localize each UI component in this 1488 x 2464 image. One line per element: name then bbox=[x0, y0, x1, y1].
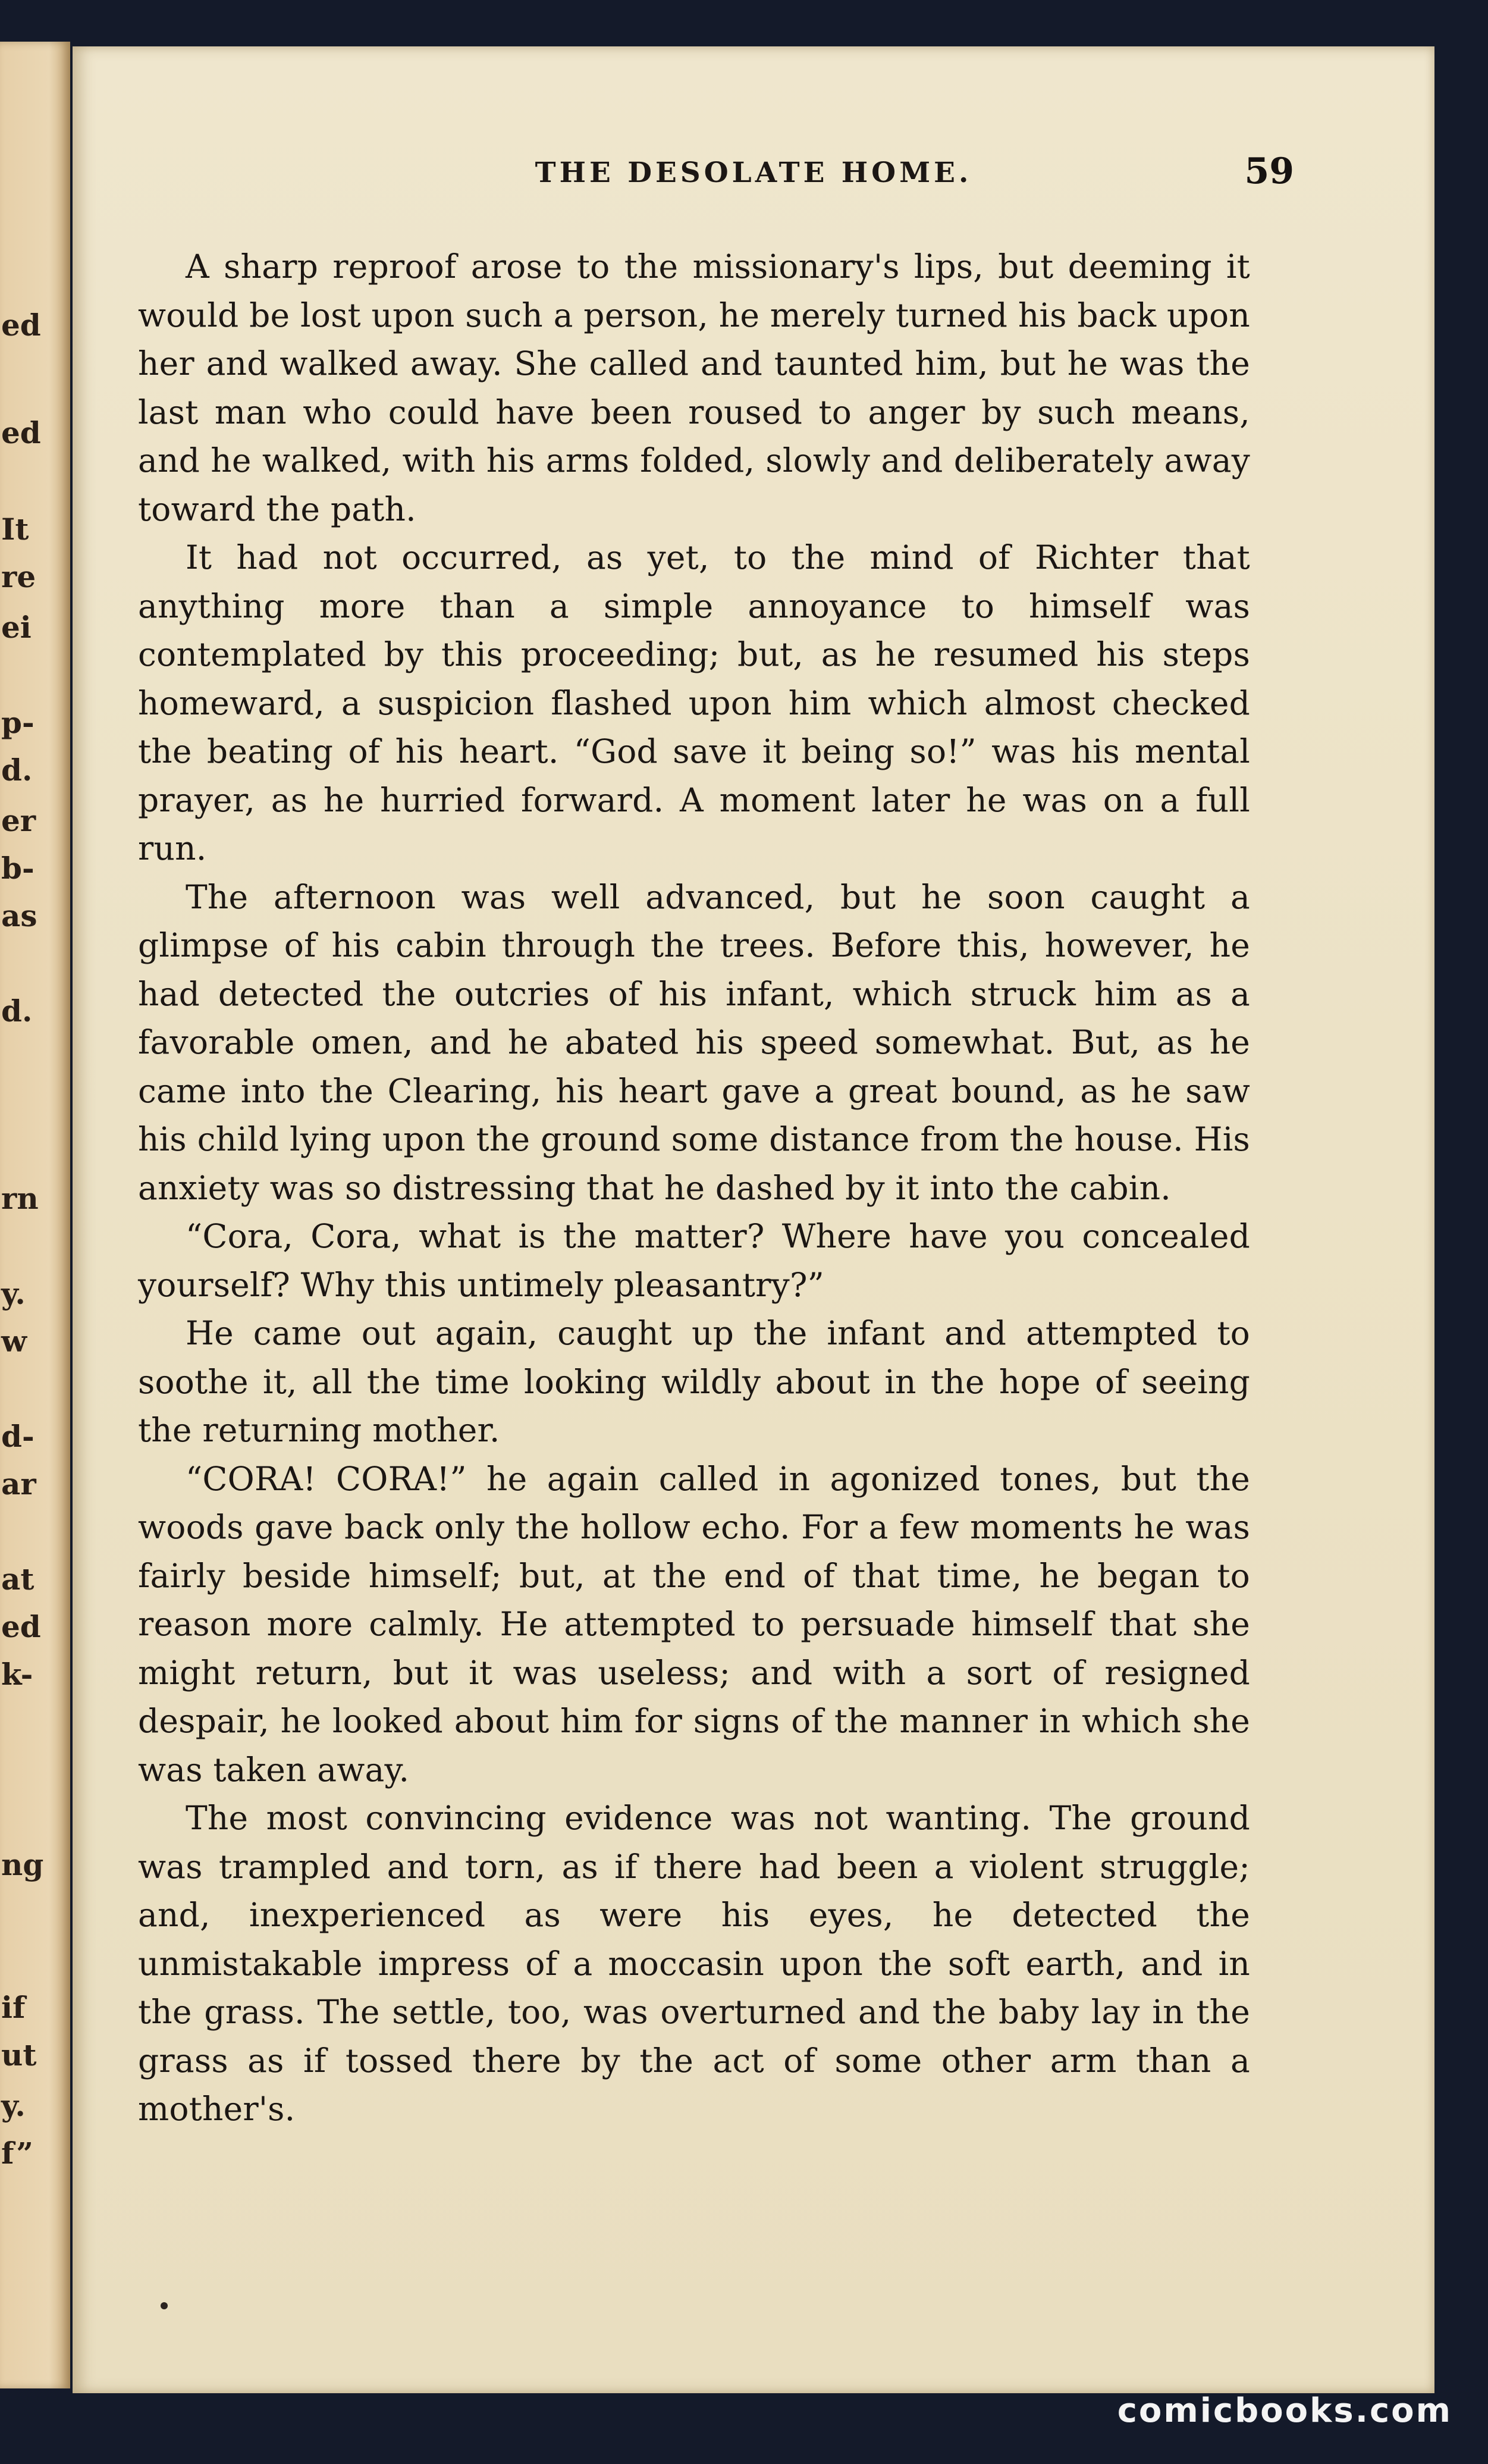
prev-page-fragment: rn bbox=[1, 1181, 39, 1216]
prev-page-fragment: d- bbox=[1, 1419, 34, 1454]
paragraph: A sharp reproof arose to the missionary's lips, but deeming it would be lost upon such a person, he merely turned his back upon her and walked away. She called and taunted him, but he was the last man who could have been roused to anger by such means, and he walked, with his arms folded, slowly and deliberately away toward the path. bbox=[138, 247, 1250, 528]
prev-page-fragment: d. bbox=[1, 993, 33, 1029]
paragraph: He came out again, caught up the infant and attempted to soothe it, all the time looking wildly about in the hope of seeing the returning mother. bbox=[138, 1314, 1250, 1449]
paragraph: The most convincing evidence was not wanting. The ground was trampled and torn, as if there had been a violent struggle; and, inexperienced as were his eyes, he detected the unmistakable impress of a moccasin upon the soft earth, and in the grass. The settle, too, was overturned and the baby lay in the grass as if tossed there by the act of some other arm than a mother's. bbox=[138, 1799, 1250, 2128]
prev-page-fragment: ed bbox=[1, 308, 41, 343]
page-number: 59 bbox=[1244, 151, 1294, 192]
ink-speck bbox=[161, 2302, 168, 2309]
prev-page-fragment: ed bbox=[1, 415, 41, 450]
prev-page-fragment: at bbox=[1, 1562, 34, 1597]
book-page bbox=[73, 46, 1434, 2393]
prev-page-fragment: d. bbox=[1, 753, 33, 788]
prev-page-fragment: It bbox=[1, 512, 29, 547]
prev-page-fragment: f” bbox=[1, 2136, 33, 2171]
page-body bbox=[138, 243, 1250, 2134]
paragraph: “Cora, Cora, what is the matter? Where have you concealed yourself? Why this untimely pleasantry?” bbox=[138, 1217, 1250, 1304]
prev-page-fragment: re bbox=[1, 559, 36, 594]
prev-page-fragment: if bbox=[1, 1990, 26, 2025]
previous-page-edge bbox=[0, 42, 70, 2388]
prev-page-fragment: as bbox=[1, 898, 37, 933]
prev-page-fragment: b- bbox=[1, 851, 34, 886]
prev-page-fragment: ar bbox=[1, 1466, 36, 1501]
prev-page-fragment: w bbox=[1, 1324, 27, 1359]
site-watermark: comicbooks.com bbox=[1117, 2391, 1452, 2430]
prev-page-fragment: ed bbox=[1, 1609, 41, 1644]
paragraph: It had not occurred, as yet, to the mind of Richter that anything more than a simple annoyance to himself was contemplated by this proceeding; but, as he resumed his steps homeward, a suspicion flashed upon him which almost checked the beating of his heart. “God save it being so!” was his mental prayer, as he hurried forward. A moment later he was on a full run. bbox=[138, 538, 1250, 867]
prev-page-fragment: er bbox=[1, 803, 36, 838]
prev-page-fragment: p- bbox=[1, 705, 34, 740]
running-head: THE DESOLATE HOME. bbox=[535, 156, 972, 189]
prev-page-fragment: ut bbox=[1, 2037, 37, 2073]
prev-page-fragment: ng bbox=[1, 1847, 44, 1882]
prev-page-fragment: y. bbox=[1, 1276, 26, 1311]
paragraph: The afternoon was well advanced, but he soon caught a glimpse of his cabin through the trees. Before this, however, he had detected the outcries of his infant, which struck him as a favorable omen, and he abated his speed somewhat. But, as he came into the Clearing, his heart gave a great bound, as he saw his child lying upon the ground some distance from the house. His anxiety was so distressing that he dashed by it into the cabin. bbox=[138, 877, 1250, 1207]
prev-page-fragment: y. bbox=[1, 2088, 26, 2123]
prev-page-fragment: ei bbox=[1, 610, 32, 645]
paragraph: “CORA! CORA!” he again called in agonized tones, but the woods gave back only the hollow echo. For a few moments he was fairly beside himself; but, at the end of that time, he began to reason more calmly. He attempted to persuade himself that she might return, but it was useless; and with a sort of resigned despair, he looked about him for signs of the manner in which she was taken away. bbox=[138, 1459, 1250, 1789]
prev-page-fragment: k- bbox=[1, 1657, 33, 1692]
